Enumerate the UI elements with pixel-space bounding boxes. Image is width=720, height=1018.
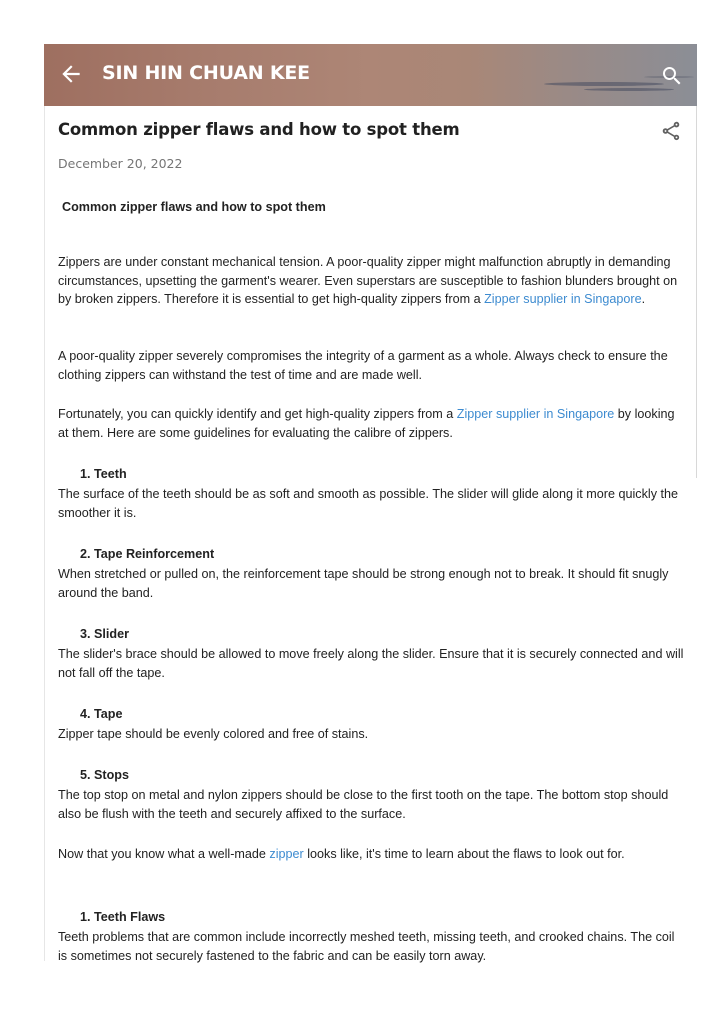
section-heading: 4. Tape — [80, 707, 123, 721]
paragraph-text: Now that you know what a well-made — [58, 847, 270, 861]
paragraph-text: Zippers are under constant mechanical tension. A poor-quality zipper might malfunction abruptly in demanding circumstances, upsetting the garment's wearer. Even superstars are susceptible to fashion blunders brought on by broken zippers. Therefore it is essential to get high-quality zippers from a — [58, 255, 678, 306]
paragraph-text: . — [641, 292, 646, 306]
header-decoration — [544, 82, 664, 86]
zipper-link[interactable]: zipper — [269, 847, 304, 861]
paragraph-text: Fortunately, you can quickly identify and get high-quality zippers from a — [58, 407, 457, 421]
back-button[interactable] — [58, 61, 84, 87]
section-heading: 5. Stops — [80, 768, 129, 782]
zipper-supplier-link[interactable]: Zipper supplier in Singapore — [456, 407, 615, 421]
section-text: The top stop on metal and nylon zippers should be close to the first tooth on the tape. The bottom stop should also be flush with the teeth and securely affixed to the surface. — [58, 788, 669, 821]
flaw-heading: 1. Teeth Flaws — [80, 910, 166, 924]
paragraph-text: by looking at them. Here are some guidelines for evaluating the calibre of zippers. — [58, 407, 675, 440]
share-icon — [660, 120, 682, 142]
section-text: The surface of the teeth should be as soft and smooth as possible. The slider will glide along it more quickly the smoother it is. — [58, 487, 679, 520]
content-border — [696, 106, 697, 478]
section-text: The slider's brace should be allowed to move freely along the slider. Ensure that it is securely connected and will not fall off the tape. — [58, 647, 684, 680]
post-date: December 20, 2022 — [58, 156, 183, 171]
section-heading: 3. Slider — [80, 627, 129, 641]
section-text: When stretched or pulled on, the reinforcement tape should be strong enough not to break. It should fit snugly around the band. — [58, 567, 669, 600]
post-lead-heading: Common zipper flaws and how to spot them — [62, 200, 326, 214]
header-decoration — [584, 88, 674, 91]
arrow-left-icon — [58, 61, 84, 87]
section-heading: 1. Teeth — [80, 467, 127, 481]
site-title[interactable]: SIN HIN CHUAN KEE — [102, 62, 310, 84]
section-text: Zipper tape should be evenly colored and free of stains. — [58, 727, 369, 741]
paragraph — [58, 845, 684, 864]
zipper-supplier-link[interactable]: Zipper supplier in Singapore — [484, 292, 642, 306]
search-button[interactable] — [660, 64, 684, 88]
share-button[interactable] — [660, 120, 682, 142]
section-heading: 2. Tape Reinforcement — [80, 547, 215, 561]
content-border — [44, 106, 45, 961]
paragraph — [58, 253, 684, 309]
post-title: Common zipper flaws and how to spot them — [58, 120, 460, 139]
paragraph-text: looks like, it's time to learn about the flaws to look out for. — [303, 847, 625, 861]
search-icon — [660, 64, 684, 88]
blog-header — [44, 44, 697, 106]
paragraph: A poor-quality zipper severely compromises the integrity of a garment as a whole. Always check to ensure the clothing zippers can withstand the test of time and are made well. — [58, 349, 668, 382]
paragraph — [58, 405, 684, 442]
flaw-text: Teeth problems that are common include incorrectly meshed teeth, missing teeth, and crooked chains. The coil is sometimes not securely fastened to the fabric and can be easily torn away. — [58, 930, 675, 963]
